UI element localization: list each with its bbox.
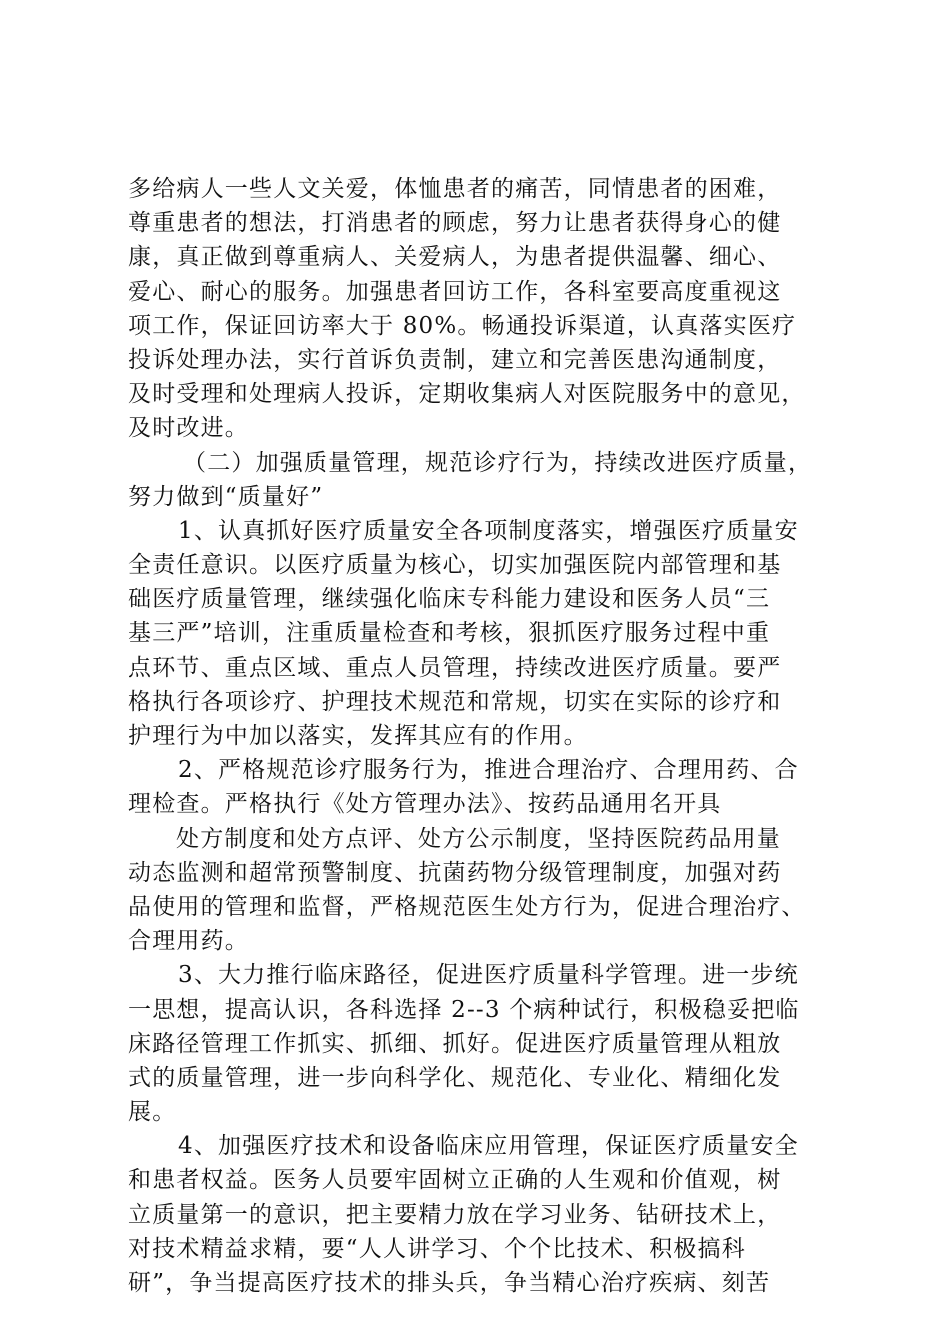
text-line: 式的质量管理，进一步向科学化、规范化、专业化、精细化发 [128,1064,782,1091]
text-line: 努力做到“质量好” [128,483,324,510]
text-line: 格执行各项诊疗、护理技术规范和常规，切实在实际的诊疗和 [128,688,782,715]
text-line: 2、严格规范诊疗服务行为，推进合理治疗、合理用药、合 [178,757,799,784]
text-line: 1、认真抓好医疗质量安全各项制度落实，增强医疗质量安 [178,517,799,544]
text-line: 投诉处理办法，实行首诉负责制，建立和完善医患沟通制度， [128,346,782,373]
text-line: 基三严”培训，注重质量检查和考核，狠抓医疗服务过程中重 [128,620,771,647]
text-line: 研”，争当提高医疗技术的排头兵，争当精心治疗疾病、刻苦 [128,1270,771,1296]
text-line: 康，真正做到尊重病人、关爱病人，为患者提供温馨、细心、 [128,244,782,271]
text-line: 护理行为中加以落实，发挥其应有的作用。 [128,723,588,749]
text-line: 4、加强医疗技术和设备临床应用管理，保证医疗质量安全 [178,1133,799,1160]
text-line: 及时改进。 [128,415,249,442]
text-line: 项工作，保证回访率大于 80%。畅通投诉渠道，认真落实医疗 [128,312,797,339]
text-line: 础医疗质量管理，继续强化临床专科能力建设和医务人员“三 [128,586,771,613]
text-line: 展。 [128,1099,177,1126]
text-line: 理检查。严格执行《处方管理办法》、按药品通用名开具 [128,791,722,818]
text-line: 爱心、耐心的服务。加强患者回访工作，各科室要高度重视这 [128,278,782,305]
text-line: 3、大力推行临床路径，促进医疗质量科学管理。进一步统 [178,962,799,989]
text-line: （二）加强质量管理，规范诊疗行为，持续改进医疗质量， [183,449,813,476]
text-line: 床路径管理工作抓实、抓细、抓好。促进医疗质量管理从粗放 [128,1030,782,1057]
text-line: 品使用的管理和监督，严格规范医生处方行为，促进合理治疗、 [128,893,806,920]
text-line: 立质量第一的意识，把主要精力放在学习业务、钻研技术上， [128,1201,782,1228]
text-line: 和患者权益。医务人员要牢固树立正确的人生观和价值观，树 [128,1167,782,1194]
document-body [128,172,838,1300]
text-line: 多给病人一些人文关爱，体恤患者的痛苦，同情患者的困难， [128,176,782,202]
text-line: 动态监测和超常预警制度、抗菌药物分级管理制度，加强对药 [128,859,782,886]
text-line: 及时受理和处理病人投诉，定期收集病人对医院服务中的意见， [128,381,806,408]
text-line: 处方制度和处方点评、处方公示制度，坚持医院药品用量 [176,825,781,852]
text-line: 合理用药。 [128,928,249,955]
text-line: 全责任意识。以医疗质量为核心，切实加强医院内部管理和基 [128,552,782,579]
text-line: 尊重患者的想法，打消患者的顾虑，努力让患者获得身心的健 [128,210,782,237]
text-line: 点环节、重点区域、重点人员管理，持续改进医疗质量。要严 [128,654,782,681]
text-line: 对技术精益求精，要“人人讲学习、个个比技术、积极搞科 [128,1235,746,1262]
text-line: 一思想，提高认识，各科选择 2--3 个病种试行，积极稳妥把临 [128,996,800,1023]
